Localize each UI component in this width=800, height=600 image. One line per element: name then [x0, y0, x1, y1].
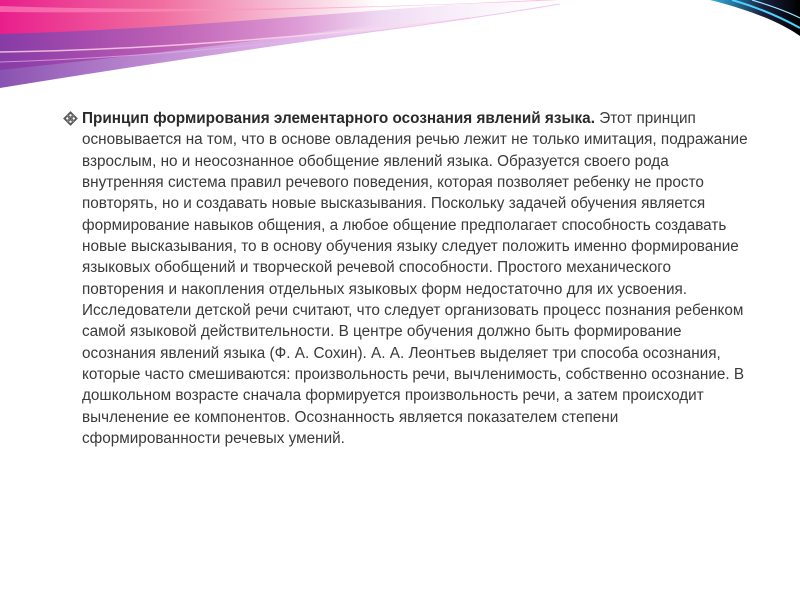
principle-paragraph: [63, 108, 753, 450]
decorative-gradient-banner: [0, 0, 800, 90]
principle-title: Принцип формирования элементарного осознания явлений языка.: [82, 110, 595, 127]
principle-body: Этот принцип основывается на том, что в основе овладения речью лежит не только имитация, подражание взрослым, но и неосознанное обобщение явлений языка. Образуется своего рода внутренняя система правил речевого поведения, которая позволяет ребенку не просто повторять, но и создавать новые высказывания. Поскольку задачей обучения является формирование навыков общения, а любое общение предполагает способность создавать новые высказывания, то в основу обучения языку следует положить именно формирование языковых обобщений и творческой речевой способности. Простого механического повторения и накопления отдельных языковых форм недостаточно для их усвоения. Исследователи детской речи считают, что следует организовать процесс познания ребенком самой языковой действительности. В центре обучения должно быть формирование осознания явлений языка (Ф. А. Сохин). А. А. Леонтьев выделяет три способа осознания, которые часто смешиваются: произвольность речи, вычленимость, собственно осознание. В дошкольном возрасте сначала формируется произвольность речи, а затем происходит вычленение ее компонентов. Осознанность является показателем степени сформированности речевых умений.: [82, 110, 748, 448]
diamond-flower-bullet-icon: [63, 111, 78, 126]
slide-text-block: [63, 108, 753, 450]
